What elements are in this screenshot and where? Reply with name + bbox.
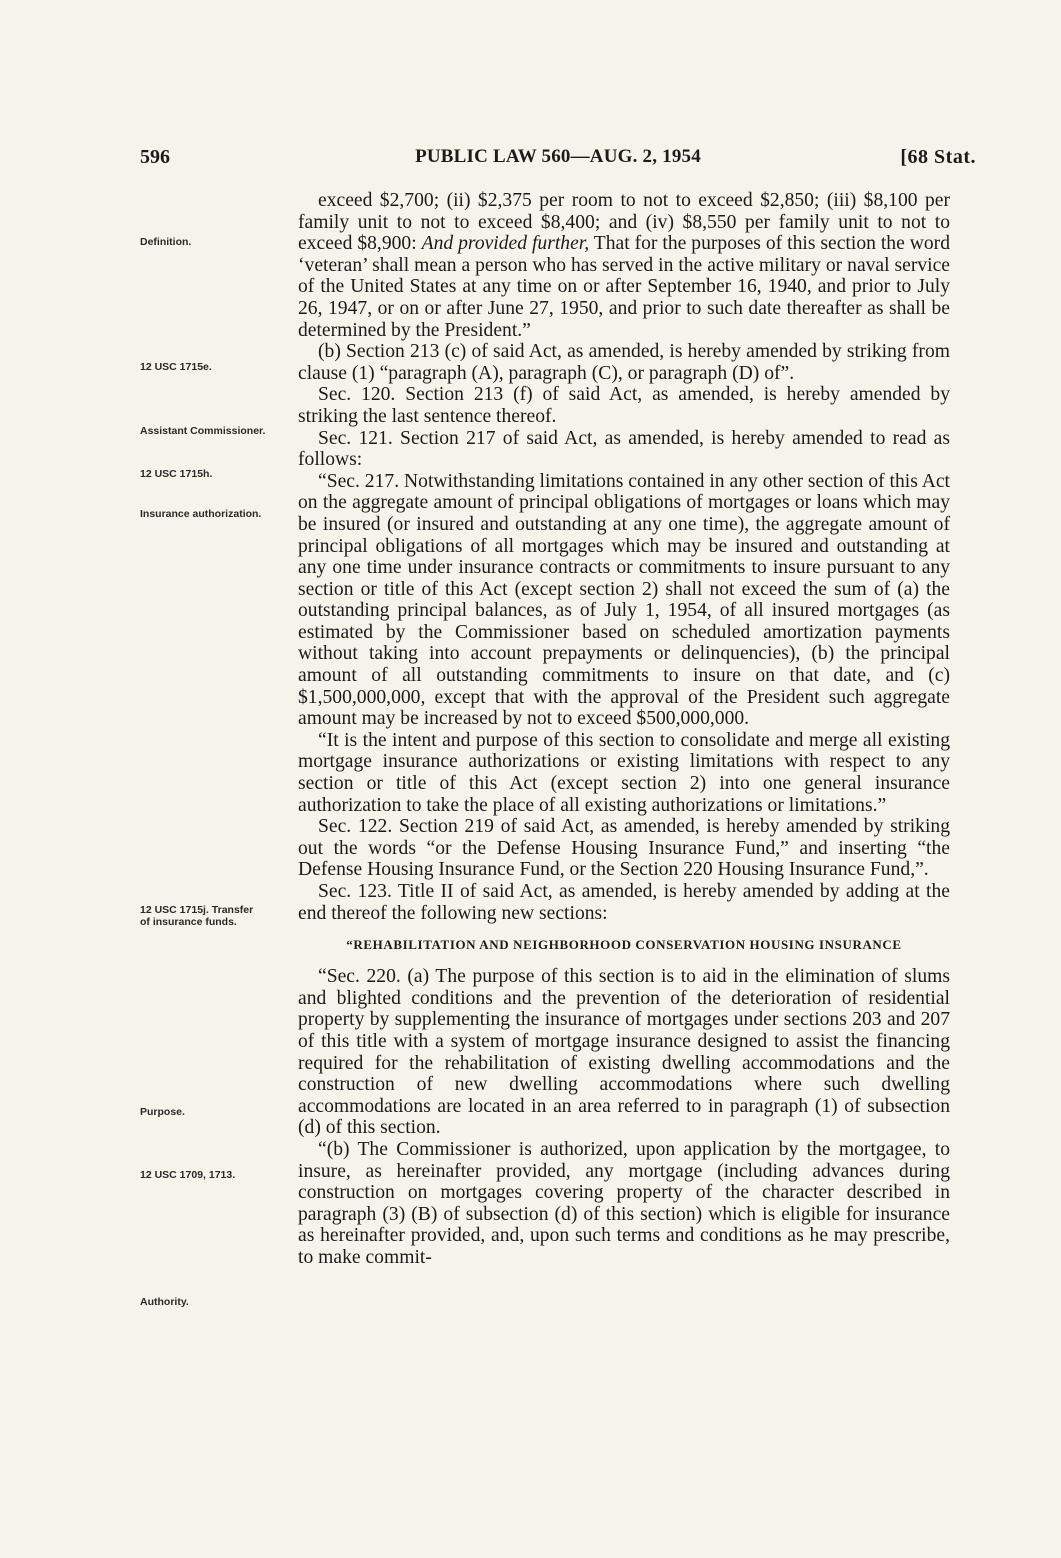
paragraph-intent: “It is the intent and purpose of this section to consolidate and merge all existing mortgage insurance authorizations or existing limitations with respect to any section or title of this Act (except section 2) into one general insurance authorization to take the place of all existing authorizations or limitations.” [298, 729, 950, 816]
margin-note-insurance-authorization: Insurance authorization. [140, 508, 262, 520]
paragraph-sec-122: Sec. 122. Section 219 of said Act, as amended, is hereby amended by striking out the words “or the Defense Housing Insurance Fund,” and inserting “the Defense Housing Insurance Fund, or the Section 220 Housing Insurance Fund,”. [298, 816, 950, 881]
margin-note-12-usc-1715e: 12 USC 1715e. [140, 361, 212, 373]
margin-note-definition: Definition. [140, 236, 192, 248]
page-header [140, 146, 976, 176]
paragraph-sec-217: “Sec. 217. Notwithstanding limitations contained in any other section of this Act on the aggregate amount of principal obligations of mortgages or loans which may be insured (or insured and outstanding at any one time), the aggregate amount of principal obligations of all mortgages which may be insured and outstanding at any one time under insurance contracts or commitments to insure pursuant to any section or title of this Act (except section 2) shall not exceed the sum of (a) the outstanding principal balances, as of July 1, 1954, of all insured mortgages (as estimated by the Commissioner based on scheduled amortization payments without taking into account prepayments or delinquencies), (b) the principal amount of all outstanding commitments to insure on that date, and (c) $1,500,000,000, except that with the approval of the President such aggregate amount may be increased by not to exceed $500,000,000. [298, 470, 950, 730]
paragraph-sec-120: Sec. 120. Section 213 (f) of said Act, as amended, is hereby amended by striking the last sentence thereof. [298, 384, 950, 427]
paragraph-sec-220-b: “(b) The Commissioner is authorized, upon application by the mortgagee, to insure, as hereinafter provided, any mortgage (including advances during construction on mortgages covering property of the character described in paragraph (3) (B) of subsection (d) of this section) which is eligible for insurance as hereinafter provided, and, upon such terms and conditions as he may prescribe, to make commit- [298, 1138, 950, 1268]
margin-note-12-usc-1715h: 12 USC 1715h. [140, 468, 213, 480]
margin-note-authority: Authority. [140, 1296, 189, 1308]
paragraph-sec-123: Sec. 123. Title II of said Act, as amended, is hereby amended by adding at the end thereof the following new sections: [298, 881, 950, 924]
margin-note-12-usc-1709: 12 USC 1709, 1713. [140, 1169, 236, 1181]
paragraph-sec-220-a: “Sec. 220. (a) The purpose of this section is to aid in the elimination of slums and blighted conditions and the prevention of the deterioration of residential property by supplementing the insurance of mortgages under sections 203 and 207 of this title with a system of mortgage insurance designed to assist the financing required for the rehabilitation of existing dwelling accommodations and the construction of new dwelling accommodations where such dwelling accommodations are located in an area referred to in paragraph (1) of subsection (d) of this section. [298, 966, 950, 1139]
margin-note-12-usc-1715j: 12 USC 1715j. Transfer of insurance funds. [140, 904, 254, 928]
section-heading: “REHABILITATION AND NEIGHBORHOOD CONSERVATION HOUSING INSURANCE [346, 937, 902, 953]
margin-note-purpose: Purpose. [140, 1106, 185, 1118]
running-title: PUBLIC LAW 560—AUG. 2, 1954 [415, 146, 701, 167]
paragraph-text: That for the purposes of this section the word ‘veteran’ shall mean a person who has served in the active military or naval service of the United States at any time on or after September 16, 1940, and prior to July 26, 1947, or on or after June 27, 1950, and prior to such date thereafter as shall be determined by the President.” [298, 233, 951, 341]
paragraph-section-b: (b) Section 213 (c) of said Act, as amended, is hereby amended by striking from clause (1) “paragraph (A), paragraph (C), or paragraph (D) of”. [298, 341, 950, 384]
paragraph-sec-121: Sec. 121. Section 217 of said Act, as amended, is hereby amended to read as follows: [298, 427, 950, 471]
paragraph-text: exceed $2,700; (ii) $2,375 per room to not to exceed $2,850; (iii) $8,100 per family unit to not to exceed $8,400; and (iv) $8,550 per family unit to not to exceed $8,900: [298, 190, 950, 255]
statute-reference: [68 Stat. [900, 146, 976, 168]
paragraph-continuation [298, 190, 950, 341]
italic-proviso: And provided further, [421, 233, 590, 255]
margin-note-assistant-commissioner: Assistant Commissioner. [140, 425, 266, 437]
statute-body [298, 190, 950, 1269]
page-number: 596 [140, 146, 170, 168]
